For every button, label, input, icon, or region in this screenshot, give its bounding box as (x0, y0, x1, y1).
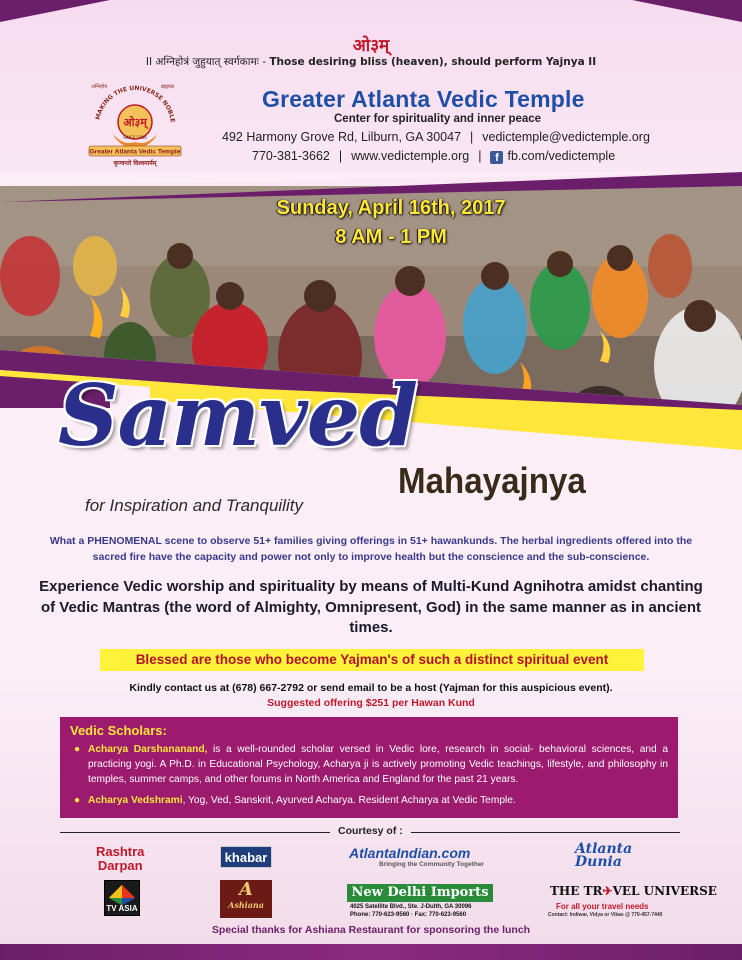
tv-asia-label: TV ASIA (106, 904, 138, 913)
bullet-icon: ● (74, 795, 81, 807)
mantra-sanskrit: II अग्निहोत्रं जुहुयात् स्वर्गकामः - (145, 56, 266, 68)
suggested-offering: Suggested offering $251 per Hawan Kund (267, 697, 475, 709)
atlanta-dunia-logo (575, 843, 632, 870)
corner-decoration-right (632, 0, 742, 22)
atlanta-indian-tag: Bringing the Community Together (379, 861, 484, 868)
mantra-line (0, 55, 742, 69)
rashtra-word: Rashtra (96, 844, 145, 859)
contact-text: Kindly contact us at (678) 667-2792 or send email to be a host (Yajman for this auspicious event). (129, 682, 613, 694)
scholars-heading: Vedic Scholars: (70, 723, 167, 738)
temple-phone[interactable]: 770-381-3662 (252, 149, 330, 163)
atlanta-word: Atlanta (575, 841, 633, 857)
temple-website[interactable]: www.vedictemple.org (351, 149, 470, 163)
svg-text:अग्निहोत्र: अग्निहोत्र (91, 84, 108, 90)
event-title: Samved (58, 366, 417, 465)
scholar-item (70, 742, 668, 787)
ashiana-name: Ashiana (228, 900, 264, 910)
scholars-list (70, 742, 668, 808)
logo-om: ओ३म् (123, 116, 147, 129)
atlanta-indian-name: AtlantaIndian.com (349, 845, 471, 861)
travel-tagline: For all your travel needs (556, 902, 649, 911)
scholar-bio: , Yog, Ved, Sanskrit, Ayurved Acharya. Resident Acharya at Vedic Temple. (182, 795, 516, 807)
temple-address: 492 Harmony Grove Rd, Lilburn, GA 30047 (222, 130, 462, 144)
event-time: 8 AM - 1 PM (335, 226, 447, 248)
facebook-icon: f (490, 151, 503, 164)
svg-text:ब्रह्मयज्ञ: ब्रह्मयज्ञ (161, 84, 174, 90)
dunia-word: Dunia (575, 854, 622, 871)
contact-line: 770-381-3662 | www.vedictemple.org | f fb.com/vedictemple (252, 149, 616, 164)
blessed-banner: Blessed are those who become Yajman's of such a distinct spiritual event (100, 649, 644, 671)
travel-contact: Contact: Indiwar, Vidya or Vikas @ 770-457-7440 (548, 912, 663, 918)
event-description: What a PHENOMENAL scene to observe 51+ families giving offerings in 51+ hawankunds. The herbal ingredients offered into the sacred fire have the capacity and power not only to improve health but the conscience and the sub-conscience. (49, 535, 693, 563)
special-thanks: Special thanks for Ashiana Restaurant for sponsoring the lunch (211, 924, 531, 936)
plane-icon: ✈ (602, 884, 613, 898)
corner-decoration-left (0, 0, 110, 22)
event-date: Sunday, April 16th, 2017 (276, 197, 506, 219)
event-tagline: for Inspiration and Tranquility (85, 496, 303, 515)
ashiana-mark: A (239, 879, 253, 900)
rashtra-darpan-logo (96, 845, 144, 874)
logo-motto: कृण्वन्तो विश्वमार्यम् (113, 160, 157, 167)
ndi-street: 4025 Satellite Blvd., Ste. J-Dulth, GA 30096 (350, 904, 472, 910)
new-delhi-address (350, 904, 472, 919)
courtesy-label: Courtesy of : (330, 825, 411, 837)
scholar-item (70, 793, 668, 808)
temple-logo (85, 76, 185, 168)
bullet-icon: ● (74, 744, 81, 755)
new-delhi-imports-logo: New Delhi Imports (347, 884, 493, 902)
scholar-bio: is a well-rounded scholar versed in Vedic lore, research in social- behavioral sciences, and a practicing yogi. A Ph.D. in Educational Psychology, Acharya ji is actively promoting Vedic teachings, lifestyle, and philosophy in temples, summer camps, and other forums in North America and England for the past 21 years. (88, 744, 668, 786)
om-heading: ओ३म् (352, 36, 390, 56)
temple-facebook[interactable]: fb.com/vedictemple (507, 149, 616, 163)
event-subtitle: Mahayajnya (398, 460, 586, 501)
darpan-word: Darpan (97, 858, 143, 874)
logo-banner: Greater Atlanta Vedic Temple (89, 148, 181, 156)
logo-year: SINCE 1984 (123, 135, 147, 140)
travel-post: VEL UNIVERSE (612, 884, 717, 898)
scholar-name: Acharya Darshananand, (88, 744, 208, 755)
travel-universe-logo (550, 884, 717, 898)
logo-arc-text: MAKING THE UNIVERSE NOBLE (94, 84, 176, 124)
ashiana-logo (220, 880, 272, 918)
temple-name: Greater Atlanta Vedic Temple (262, 86, 585, 112)
atlanta-indian-logo (349, 845, 484, 868)
scholar-name: Acharya Vedshrami (88, 795, 183, 807)
travel-pre: THE TR (550, 884, 603, 898)
temple-email[interactable]: vedictemple@vedictemple.org (482, 130, 650, 144)
address-line: 492 Harmony Grove Rd, Lilburn, GA 30047 | vedictemple@vedictemple.org (222, 130, 650, 144)
event-experience: Experience Vedic worship and spirituality by means of Multi-Kund Agnihotra amidst chanting of Vedic Mantras (the word of Almighty, Omnipresent, God) in the same manner as in ancient times. (39, 578, 703, 637)
vedic-scholars-box (60, 717, 678, 818)
mantra-english: Those desiring bliss (heaven), should perform Yajnya II (269, 56, 597, 68)
temple-tagline: Center for spirituality and inner peace (334, 113, 542, 125)
khabar-logo: khabar (220, 846, 272, 868)
bottom-ribbon (0, 944, 742, 960)
ndi-phone: Phone: 770-623-9560 · Fax: 770-623-9560 (350, 911, 467, 918)
